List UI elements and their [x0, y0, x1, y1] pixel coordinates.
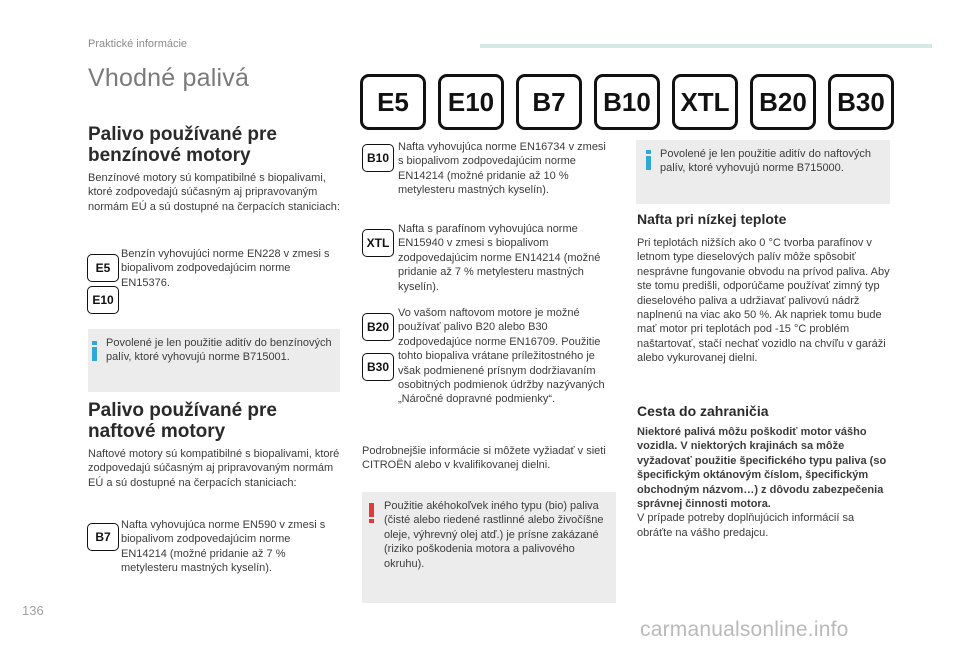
page-number: 136 [22, 603, 44, 618]
abroad-heading: Cesta do zahraničia [637, 403, 769, 419]
b10-text: Nafta vyhovujúca norme EN16734 v zmesi s biopalivom zodpovedajúcim norme EN14214 (možné pridanie až 10 % metylesteru mastných kyselín). [398, 141, 606, 197]
badge-b20-small: B20 [362, 313, 394, 341]
section-label: Praktické informácie [88, 38, 188, 50]
xtl-text: Nafta s parafínom vyhovujúca norme EN15940 v zmesi s biopalivom zodpovedajúcim norme EN14214 (možné pridanie až 7 % metylesteru mastných kyselín). [398, 223, 601, 293]
badge-xtl: XTL [672, 74, 738, 130]
badge-e10-small: E10 [87, 286, 119, 314]
warning-box [362, 492, 616, 603]
cold-text: Pri teplotách nižších ako 0 °C tvorba parafínov v letnom type dieselových palív môže spôsobiť nesprávne fungovanie obvodu na prívod paliva. Aby ste tomu predišli, odporúčame používať zimný typ dieselového paliva a udržiavať palivovú nádrž naplnenú na viac ako 50 %. Ak napriek tomu bude mať motor pri teplotách pod -15 °C problém naštartovať, stačí nechať vozidlo na chvíľu v garáži alebo vykurovanej dielni. [637, 237, 890, 365]
petrol-intro: Benzínové motory sú kompatibilné s biopalivami, ktoré zodpovedajú súčasným aj pripravovaným normám EÚ a sú dostupné na čerpacích staniciach: [88, 172, 340, 213]
diesel-info-box [636, 140, 890, 204]
abroad-bold-text: Niektoré palivá môžu poškodiť motor vášho vozidla. V niektorých krajinách sa môže vyžadovať použitie špecifického typu paliva (so špecifickým oktánovým číslom, špecifickým obchodným názvom…) z dôvodu zabezpečenia správnej činnosti motora. [637, 426, 887, 511]
petrol-info-box [88, 329, 340, 392]
badge-xtl-small: XTL [362, 229, 394, 257]
petrol-info-text: Povolené je len použitie aditív do benzínových palív, ktoré vyhovujú norme B715001. [106, 337, 332, 364]
badge-b7-small: B7 [87, 523, 119, 551]
petrol-e-text: Benzín vyhovujúci norme EN228 v zmesi s biopalivom zodpovedajúcim norme EN15376. [121, 248, 330, 289]
b20-b30-text: Vo vašom naftovom motore je možné používať palivo B20 alebo B30 zodpovedajúce norme EN16709. Použitie tohto biopaliva vrátane príležitostného je však podmienené prísnym dodržiavaním osobitných podmienok údržby nazývaných „Náročné dopravné podmienky“. [398, 307, 605, 406]
watermark: carmanualsonline.info [640, 618, 849, 641]
badge-b30-small: B30 [362, 353, 394, 381]
diesel-info-text: Povolené je len použitie aditív do naftových palív, ktoré vyhovujú norme B715000. [660, 148, 871, 175]
badge-b10-small: B10 [362, 144, 394, 172]
b7-text: Nafta vyhovujúca norme EN590 v zmesi s biopalivom zodpovedajúcim norme EN14214 (možné pridanie až 7 % metylesteru mastných kyselín). [121, 519, 326, 575]
header-bar [480, 44, 932, 48]
page-title: Vhodné palivá [88, 64, 250, 92]
abroad-block [637, 425, 887, 540]
badge-b20: B20 [750, 74, 816, 130]
warning-text: Použitie akéhokoľvek iného typu (bio) paliva (čisté alebo riedené rastlinné alebo živočíšne oleje, výhrevný olej atď.) je prísne zakázané (riziko poškodenia motora a palivového okruhu). [384, 500, 604, 570]
fuel-badges-row [360, 74, 894, 130]
diesel-intro: Naftové motory sú kompatibilné s biopalivami, ktoré zodpovedajú súčasným aj pripravovaným normám EÚ a sú dostupné na čerpacích staniciach: [88, 448, 340, 489]
badge-e10: E10 [438, 74, 504, 130]
abroad-text: V prípade potreby doplňujúcich informácií sa obráťte na vášho predajcu. [637, 512, 855, 539]
more-info-text: Podrobnejšie informácie si môžete vyžiadať v sieti CITROËN alebo v kvalifikovanej dielni. [362, 445, 606, 472]
badge-b30: B30 [828, 74, 894, 130]
badge-b10: B10 [594, 74, 660, 130]
diesel-heading: Palivo používané pre naftové motory [88, 400, 277, 442]
petrol-heading: Palivo používané pre benzínové motory [88, 124, 277, 166]
badge-e5-small: E5 [87, 254, 119, 282]
cold-heading: Nafta pri nízkej teplote [637, 211, 787, 227]
badge-e5: E5 [360, 74, 426, 130]
badge-b7: B7 [516, 74, 582, 130]
